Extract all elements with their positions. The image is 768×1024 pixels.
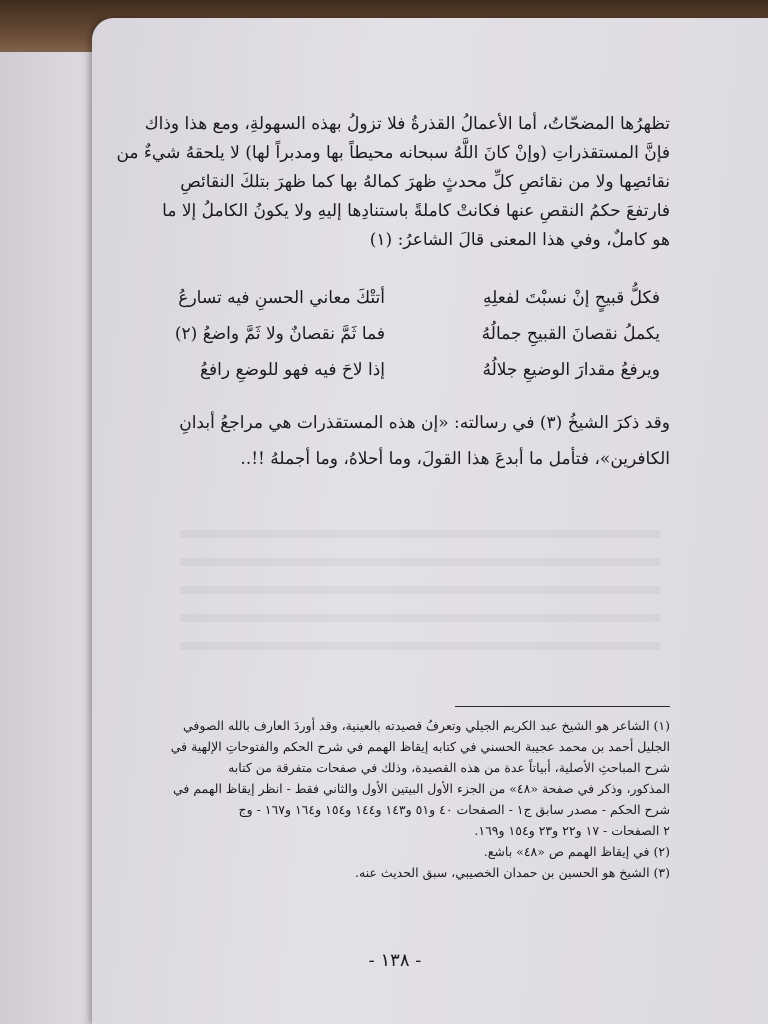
closing-paragraph bbox=[135, 405, 670, 477]
footnote-line: (٢) في إيقاظ الهمم ص «٤٨» باشع. bbox=[483, 844, 670, 859]
bleed-through-text bbox=[180, 510, 660, 660]
footnote-line: ٢ الصفحات - ١٧ و٢٢ و٢٣ و١٥٤ و١٦٩. bbox=[474, 823, 670, 838]
verse-first-hemistich: يكملُ نقصانَ القبيحِ جمالُهُ bbox=[481, 324, 660, 344]
footnote-line: شرح الحكم - مصدر سابق ج١ - الصفحات ٤٠ و٥١ و١٤٣ و١٤٤ و١٥٤ و١٦٤ و١٦٧ - وج bbox=[238, 802, 670, 817]
verse-second-hemistich: أتتْكَ معاني الحسنِ فيه تسارعُ bbox=[178, 288, 385, 308]
text-line: فإنَّ المستقذراتِ (وإنْ كانَ اللَّهُ سبحانه محيطاً بها ومدبراً لها) لا يلحقهُ شيءٌ من bbox=[116, 143, 670, 163]
footnote-line: شرح المباحثِ الأصلية، أبياتاً عدة من هذه القصيدة، وذلك في صفحات متفرقة من كتابه bbox=[228, 760, 670, 775]
verse-second-hemistich: إذا لاحَ فيه فهو للوضعِ رافعُ bbox=[200, 360, 385, 380]
footnote-line: (٣) الشيخ هو الحسين بن حمدان الخصيبي، سبق الحديث عنه. bbox=[355, 865, 670, 880]
footnote-line: الجليل أحمد بن محمد عجيبة الحسني في كتابه إيقاظ الهمم في شرح الحكم والفتوحاتِ الإلهية في bbox=[170, 739, 670, 754]
text-line: وقد ذكرَ الشيخُ (٣) في رسالته: «إن هذه المستقذرات هي مراجعُ أبدانِ bbox=[179, 413, 670, 433]
text-line: هو كاملٌ، وفي هذا المعنى قالَ الشاعرُ: (١) bbox=[369, 230, 670, 250]
verse-first-hemistich: فكلُّ قبيحٍ إنْ نسبْتَ لفعلِهِ bbox=[482, 288, 660, 308]
poem-verses bbox=[150, 280, 660, 388]
footnotes bbox=[135, 715, 670, 883]
main-paragraph bbox=[116, 110, 670, 255]
verse-first-hemistich: ويرفعُ مقدارَ الوضيعِ جلالُهُ bbox=[482, 360, 660, 380]
verse-row bbox=[150, 316, 660, 352]
footnote-line: المذكور، وذكر في صفحة «٤٨» من الجزء الأول البيتين الأول والثاني فقط - انظر إيقاظ الهمم في bbox=[173, 781, 670, 796]
text-line: نقائصِها ولا من نقائصِ كلِّ محدثٍ ظهرَ كمالهُ بها كما ظهرَ بتلكَ النقائصِ bbox=[180, 172, 670, 192]
verse-row bbox=[150, 280, 660, 316]
text-line: تظهرُها المضحّاتُ، أما الأعمالُ القذرةُ فلا تزولُ بهذه السهولةِ، ومع هذا وذاك bbox=[144, 114, 670, 134]
footnote-line: (١) الشاعر هو الشيخ عبد الكريم الجيلي وتعرفُ قصيدته بالعينية، وقد أوردَ العارف بالله الصوفي bbox=[183, 718, 670, 733]
text-line: الكافرين»، فتأمل ما أبدعَ هذا القولَ، وما أحلاهُ، وما أجملهُ !!.. bbox=[240, 449, 670, 469]
page-number: - ١٣٨ - bbox=[368, 950, 422, 971]
footnote-divider bbox=[455, 706, 670, 707]
verse-second-hemistich: فما ثَمَّ نقصانٌ ولا ثَمَّ واضعُ (٢) bbox=[174, 324, 385, 344]
verse-row bbox=[150, 352, 660, 388]
text-line: فارتفعَ حكمُ النقصِ عنها فكانتْ كاملةً باستنادِها إليهِ ولا يكونُ الكاملُ إلا ما bbox=[162, 201, 670, 221]
